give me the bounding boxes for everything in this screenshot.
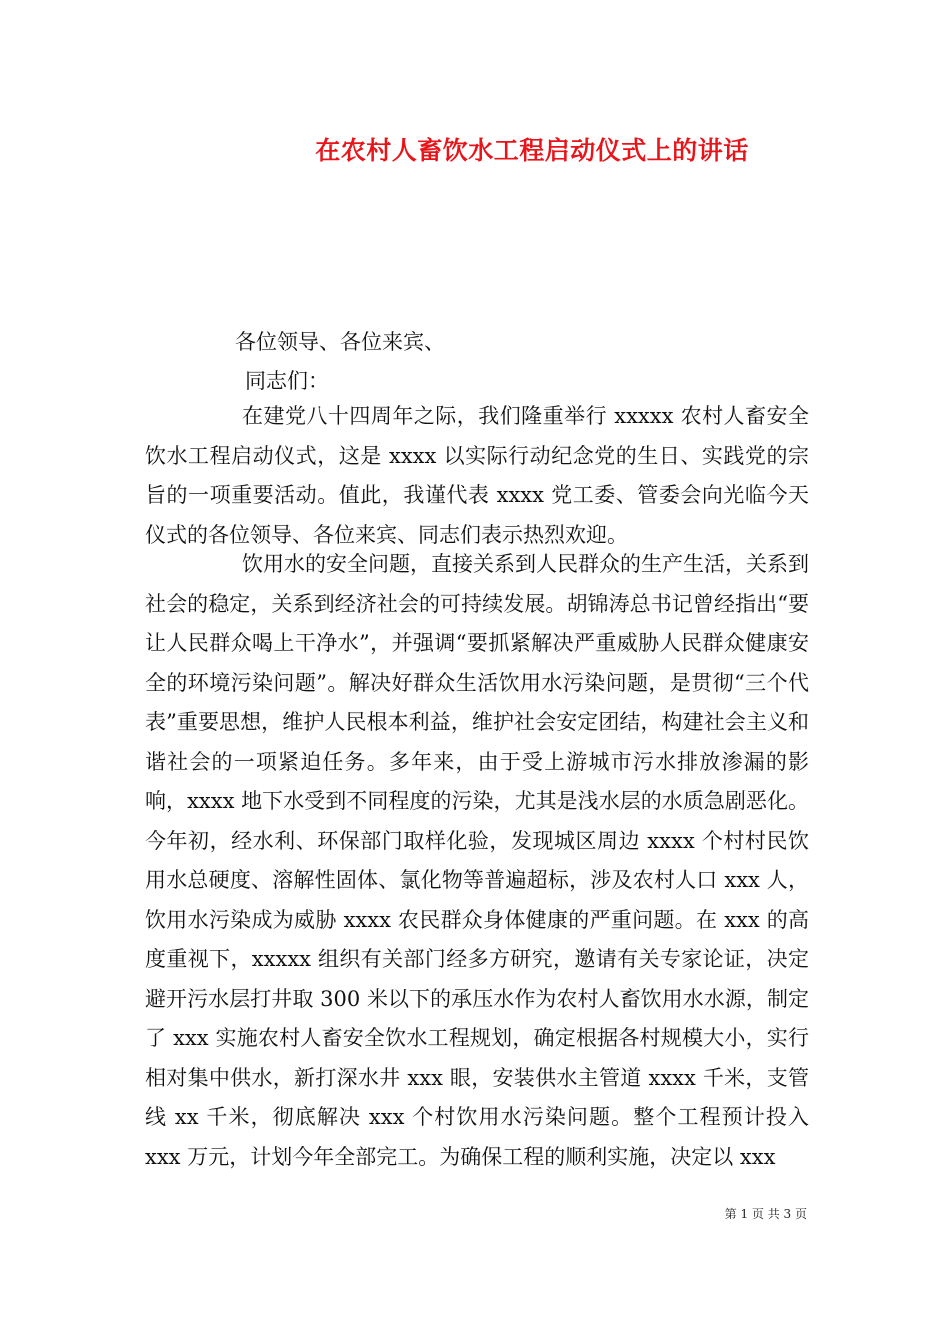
- paragraph-2: 饮用水的安全问题，直接关系到人民群众的生产生活，关系到社会的稳定，关系到经济社会的可持续发展。胡锦涛总书记曾经指出“要让人民群众喝上干净水”，并强调“要抓紧解决严重威胁人民群众健康安全的环境污染问题”。解决好群众生活饮用水污染问题，是贯彻“三个代表”重要思想，维护人民根本利益，维护社会安定团结，构建社会主义和谐社会的一项紧迫任务。多年来，由于受上游城市污水排放渗漏的影响，xxxx 地下水受到不同程度的污染，尤其是浅水层的水质急剧恶化。今年初，经水利、环保部门取样化验，发现城区周边 xxxx 个村村民饮用水总硬度、溶解性固体、氯化物等普遍超标，涉及农村人口 xxx 人，饮用水污染成为威胁 xxxx 农民群众身体健康的严重问题。在 xxx 的高度重视下，xxxxx 组织有关部门经多方研究，邀请有关专家论证，决定避开污水层打井取 300 米以下的承压水作为农村人畜饮用水水源，制定了 xxx 实施农村人畜安全饮水工程规划，确定根据各村规模大小，实行相对集中供水，新打深水井 xxx 眼，安装供水主管道 xxxx 千米，支管线 xx 千米，彻底解决 xxx 个村饮用水污染问题。整个工程预计投入 xxx 万元，计划今年全部完工。为确保工程的顺利实施，决定以 xxx: [145, 552, 809, 1169]
- page-number-footer: 第 1 页 共 3 页: [724, 1207, 807, 1221]
- salutation-leaders: 各位领导、各位来宾、: [235, 330, 445, 354]
- paragraph-1: 在建党八十四周年之际，我们隆重举行 xxxxx 农村人畜安全饮水工程启动仪式，这是 xxxx 以实际行动纪念党的生日、实践党的宗旨的一项重要活动。值此，我谨代表 xxxx 党工委、管委会向光临今天仪式的各位领导、各位来宾、同志们表示热烈欢迎。: [145, 404, 809, 547]
- salutation-comrades: 同志们：: [245, 369, 329, 393]
- document-title: 在农村人畜饮水工程启动仪式上的讲话: [315, 136, 749, 165]
